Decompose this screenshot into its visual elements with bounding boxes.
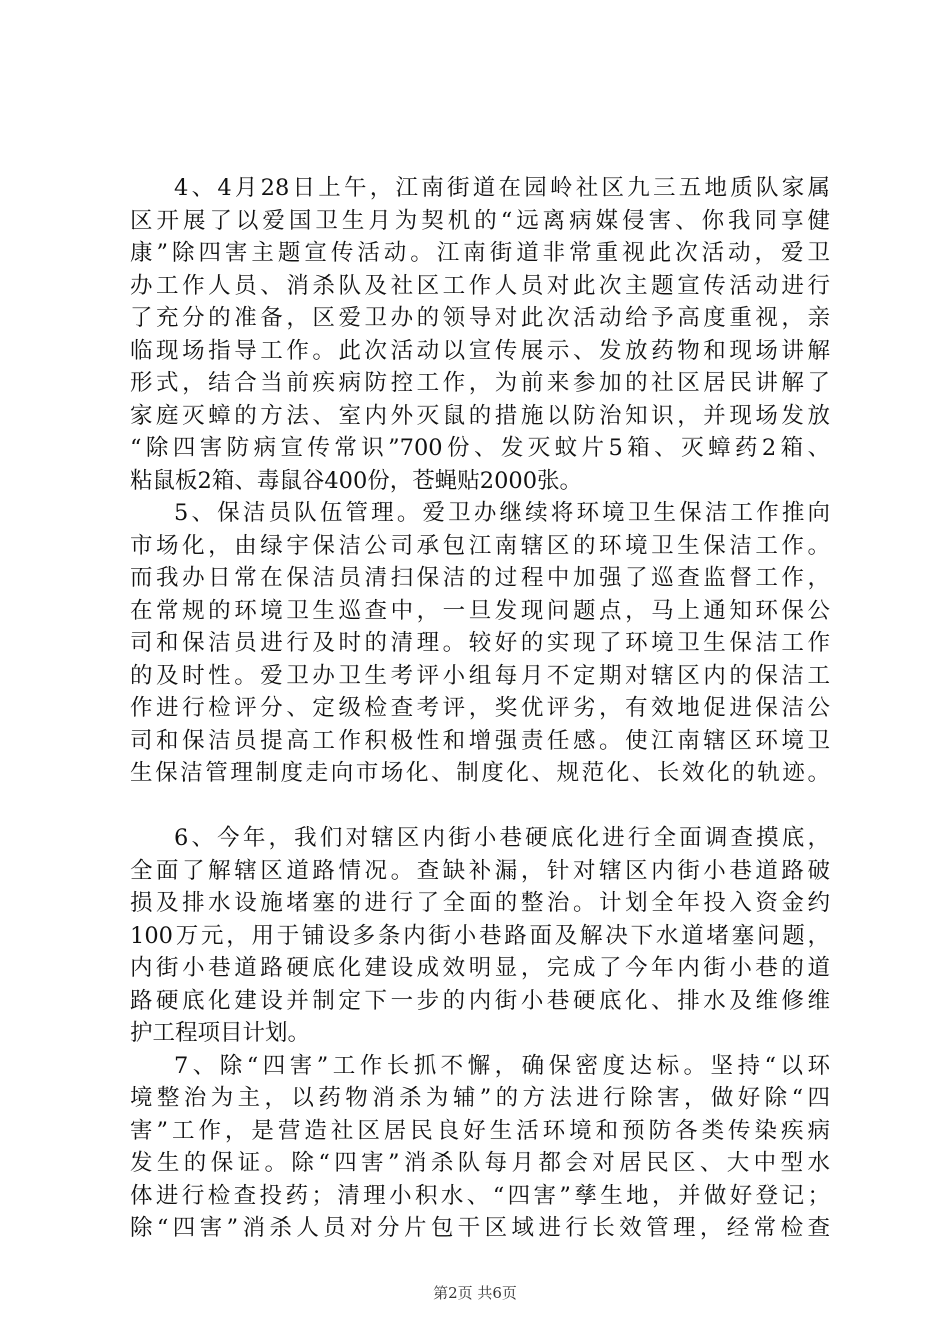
text-line: “除四害防病宣传常识”700份、发灭蚊片5箱、灭蟑药2箱、 — [130, 435, 830, 461]
text-line: 作进行检评分、定级检查考评，奖优评劣，有效地促进保洁公 — [130, 695, 830, 721]
text-line: 司和保洁员提高工作积极性和增强责任感。使江南辖区环境卫 — [130, 727, 830, 754]
page-number: 第2页 共6页 — [433, 1284, 517, 1302]
text-line: 发生的保证。除“四害”消杀队每月都会对居民区、大中型水 — [130, 1150, 830, 1176]
paragraph-item-5 — [130, 497, 830, 790]
text-line: 区开展了以爱国卫生月为契机的“远离病媒侵害、你我同享健 — [130, 207, 830, 234]
text-line: 生保洁管理制度走向市场化、制度化、规范化、长效化的轨迹。 — [130, 760, 830, 786]
text-line: 而我办日常在保洁员清扫保洁的过程中加强了巡查监督工作， — [130, 565, 830, 591]
text-line: 临现场指导工作。此次活动以宣传展示、发放药物和现场讲解 — [130, 337, 830, 364]
text-line: 除“四害”消杀人员对分片包干区域进行长效管理，经常检查 — [130, 1215, 830, 1241]
text-line: 护工程项目计划。 — [130, 1020, 311, 1046]
text-line: 内街小巷道路硬底化建设成效明显，完成了今年内街小巷的道 — [130, 955, 830, 981]
text-line: 家庭灭蟑的方法、室内外灭鼠的措施以防治知识，并现场发放 — [130, 402, 830, 429]
text-line: 了充分的准备，区爱卫办的领导对此次活动给予高度重视，亲 — [130, 305, 830, 331]
text-line: 市场化，由绿宇保洁公司承包江南辖区的环境卫生保洁工作。 — [130, 532, 830, 559]
text-line: 境整治为主，以药物消杀为辅”的方法进行除害，做好除“四 — [130, 1085, 830, 1111]
text-line: 的及时性。爱卫办卫生考评小组每月不定期对辖区内的保洁工 — [130, 662, 830, 689]
paragraph-item-4 — [130, 172, 830, 497]
text-line: 4、4月28日上午，江南街道在园岭社区九三五地质队家属 — [174, 175, 830, 201]
text-line: 6、今年，我们对辖区内街小巷硬底化进行全面调查摸底， — [174, 825, 830, 851]
paragraph-item-7 — [130, 1050, 830, 1245]
text-line: 体进行检查投药；清理小积水、“四害”孳生地，并做好登记； — [130, 1182, 830, 1209]
document-body — [130, 172, 830, 1245]
text-line: 办工作人员、消杀队及社区工作人员对此次主题宣传活动进行 — [130, 272, 830, 299]
paragraph-gap — [130, 790, 830, 823]
text-line: 粘鼠板2箱、毒鼠谷400份，苍蝇贴2000张。 — [130, 467, 583, 494]
text-line: 5、保洁员队伍管理。爱卫办继续将环境卫生保洁工作推向 — [174, 500, 830, 526]
text-line: 形式，结合当前疾病防控工作，为前来参加的社区居民讲解了 — [130, 370, 830, 396]
text-line: 路硬底化建设并制定下一步的内街小巷硬底化、排水及维修维 — [130, 987, 830, 1014]
text-line: 康”除四害主题宣传活动。江南街道非常重视此次活动，爱卫 — [130, 240, 830, 266]
text-line: 损及排水设施堵塞的进行了全面的整治。计划全年投入资金约 — [130, 890, 830, 916]
text-line: 全面了解辖区道路情况。查缺补漏，针对辖区内街小巷道路破 — [130, 857, 830, 884]
page-footer — [0, 1282, 950, 1303]
text-line: 在常规的环境卫生巡查中，一旦发现问题点，马上通知环保公 — [130, 597, 830, 624]
text-line: 7、除“四害”工作长抓不懈，确保密度达标。坚持“以环 — [174, 1052, 830, 1079]
text-line: 100万元，用于铺设多条内街小巷路面及解决下水道堵塞问题， — [130, 922, 830, 949]
paragraph-item-6 — [130, 822, 830, 1050]
text-line: 害”工作，是营造社区居民良好生活环境和预防各类传染疾病 — [130, 1117, 830, 1144]
text-line: 司和保洁员进行及时的清理。较好的实现了环境卫生保洁工作 — [130, 630, 830, 656]
